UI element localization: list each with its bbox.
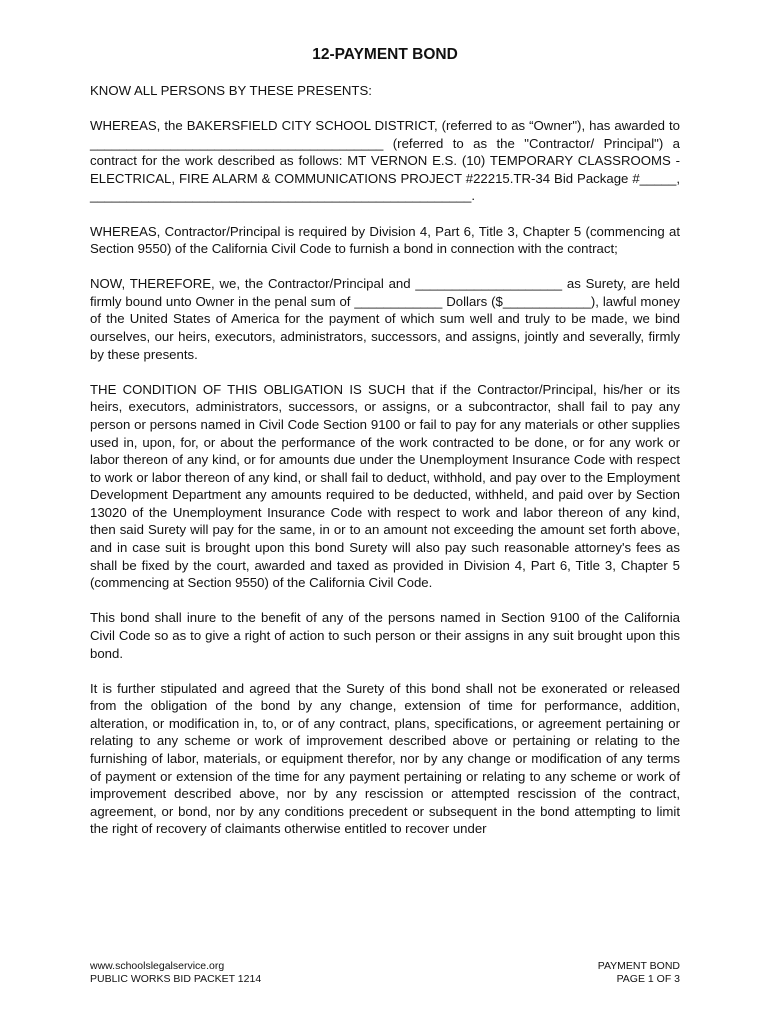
- footer-website: www.schoolslegalservice.org: [90, 960, 225, 972]
- paragraph-condition: THE CONDITION OF THIS OBLIGATION IS SUCH that if the Contractor/Principal, his/her or its heirs, executors, administrators, successors, or assigns, or a subcontractor, shall fail to pay any person or persons named in Civil Code Section 9100 or fail to pay for any materials or other supplies used in, upon, for, or about the performance of the work contracted to be done, or for any work or labor thereon of any kind, or for amounts due under the Unemployment Insurance Code with respect to work or labor thereon of any kind, or shall fail to deduct, withhold, and pay over to the Employment Development Department any amounts required to be deducted, withheld, and paid over by Section 13020 of the Unemployment Insurance Code with respect to work and labor thereon of any kind, then said Surety will pay for the same, in or to an amount not exceeding the amount set forth above, and in case suit is brought upon this bond Surety will also pay such reasonable attorney's fees as shall be fixed by the court, awarded and taxed as provided in Division 4, Part 6, Title 3, Chapter 5 (commencing at Section 9550) of the California Civil Code.: [90, 381, 680, 591]
- paragraph-whereas-required: WHEREAS, Contractor/Principal is required by Division 4, Part 6, Title 3, Chapter 5 (commencing at Section 9550) of the California Civil Code to furnish a bond in connection with the contract;: [90, 223, 680, 257]
- paragraph-inure-benefit: This bond shall inure to the benefit of any of the persons named in Section 9100 of the California Civil Code so as to give a right of action to such person or their assigns in any suit brought upon this bond.: [90, 610, 680, 661]
- paragraph-whereas-award: WHEREAS, the BAKERSFIELD CITY SCHOOL DISTRICT, (referred to as “Owner"), has awarded to ________________________________________ (referred to as the "Contractor/ Principal") a contract for the work described as follows: MT VERNON E.S. (10) TEMPORARY CLASSROOMS - ELECTRICAL, FIRE ALARM & COMMUNICATIONS PROJECT #22215.TR-34 Bid Package #_____, ____________________________________________________.: [90, 118, 680, 204]
- footer-page-number: PAGE 1 OF 3: [616, 973, 680, 985]
- intro-line: KNOW ALL PERSONS BY THESE PRESENTS:: [90, 83, 372, 98]
- footer-left: [90, 960, 261, 986]
- paragraph-further-stipulated: It is further stipulated and agreed that the Surety of this bond shall not be exonerated or released from the obligation of the bond by any change, extension of time for performance, addition, alteration, or modification in, to, or of any contract, plans, specifications, or agreement pertaining or relating to any scheme or work of improvement described above or pertaining or relating to the furnishing of labor, materials, or equipment therefor, nor by any change or modification of any terms of payment or extension of the time for any payment pertaining or relating to any scheme or work of improvement described above, nor by any rescission or attempted rescission of the contract, agreement, or bond, nor by any conditions precedent or subsequent in the bond attempting to limit the right of recovery of claimants otherwise entitled to recover under: [90, 680, 680, 837]
- footer-packet: PUBLIC WORKS BID PACKET 1214: [90, 973, 262, 985]
- footer-doc-name: PAYMENT BOND: [597, 960, 680, 972]
- paragraph-now-therefore: NOW, THEREFORE, we, the Contractor/Principal and ____________________ as Surety, are held firmly bound unto Owner in the penal sum of ____________ Dollars ($____________), lawful money of the United States of America for the payment of which sum well and truly to be made, we bind ourselves, our heirs, executors, administrators, successors, and assigns, jointly and severally, firmly by these presents.: [90, 276, 680, 362]
- footer-right: [598, 960, 680, 986]
- document-title: 12-PAYMENT BOND: [312, 46, 458, 63]
- page-footer: [90, 960, 680, 986]
